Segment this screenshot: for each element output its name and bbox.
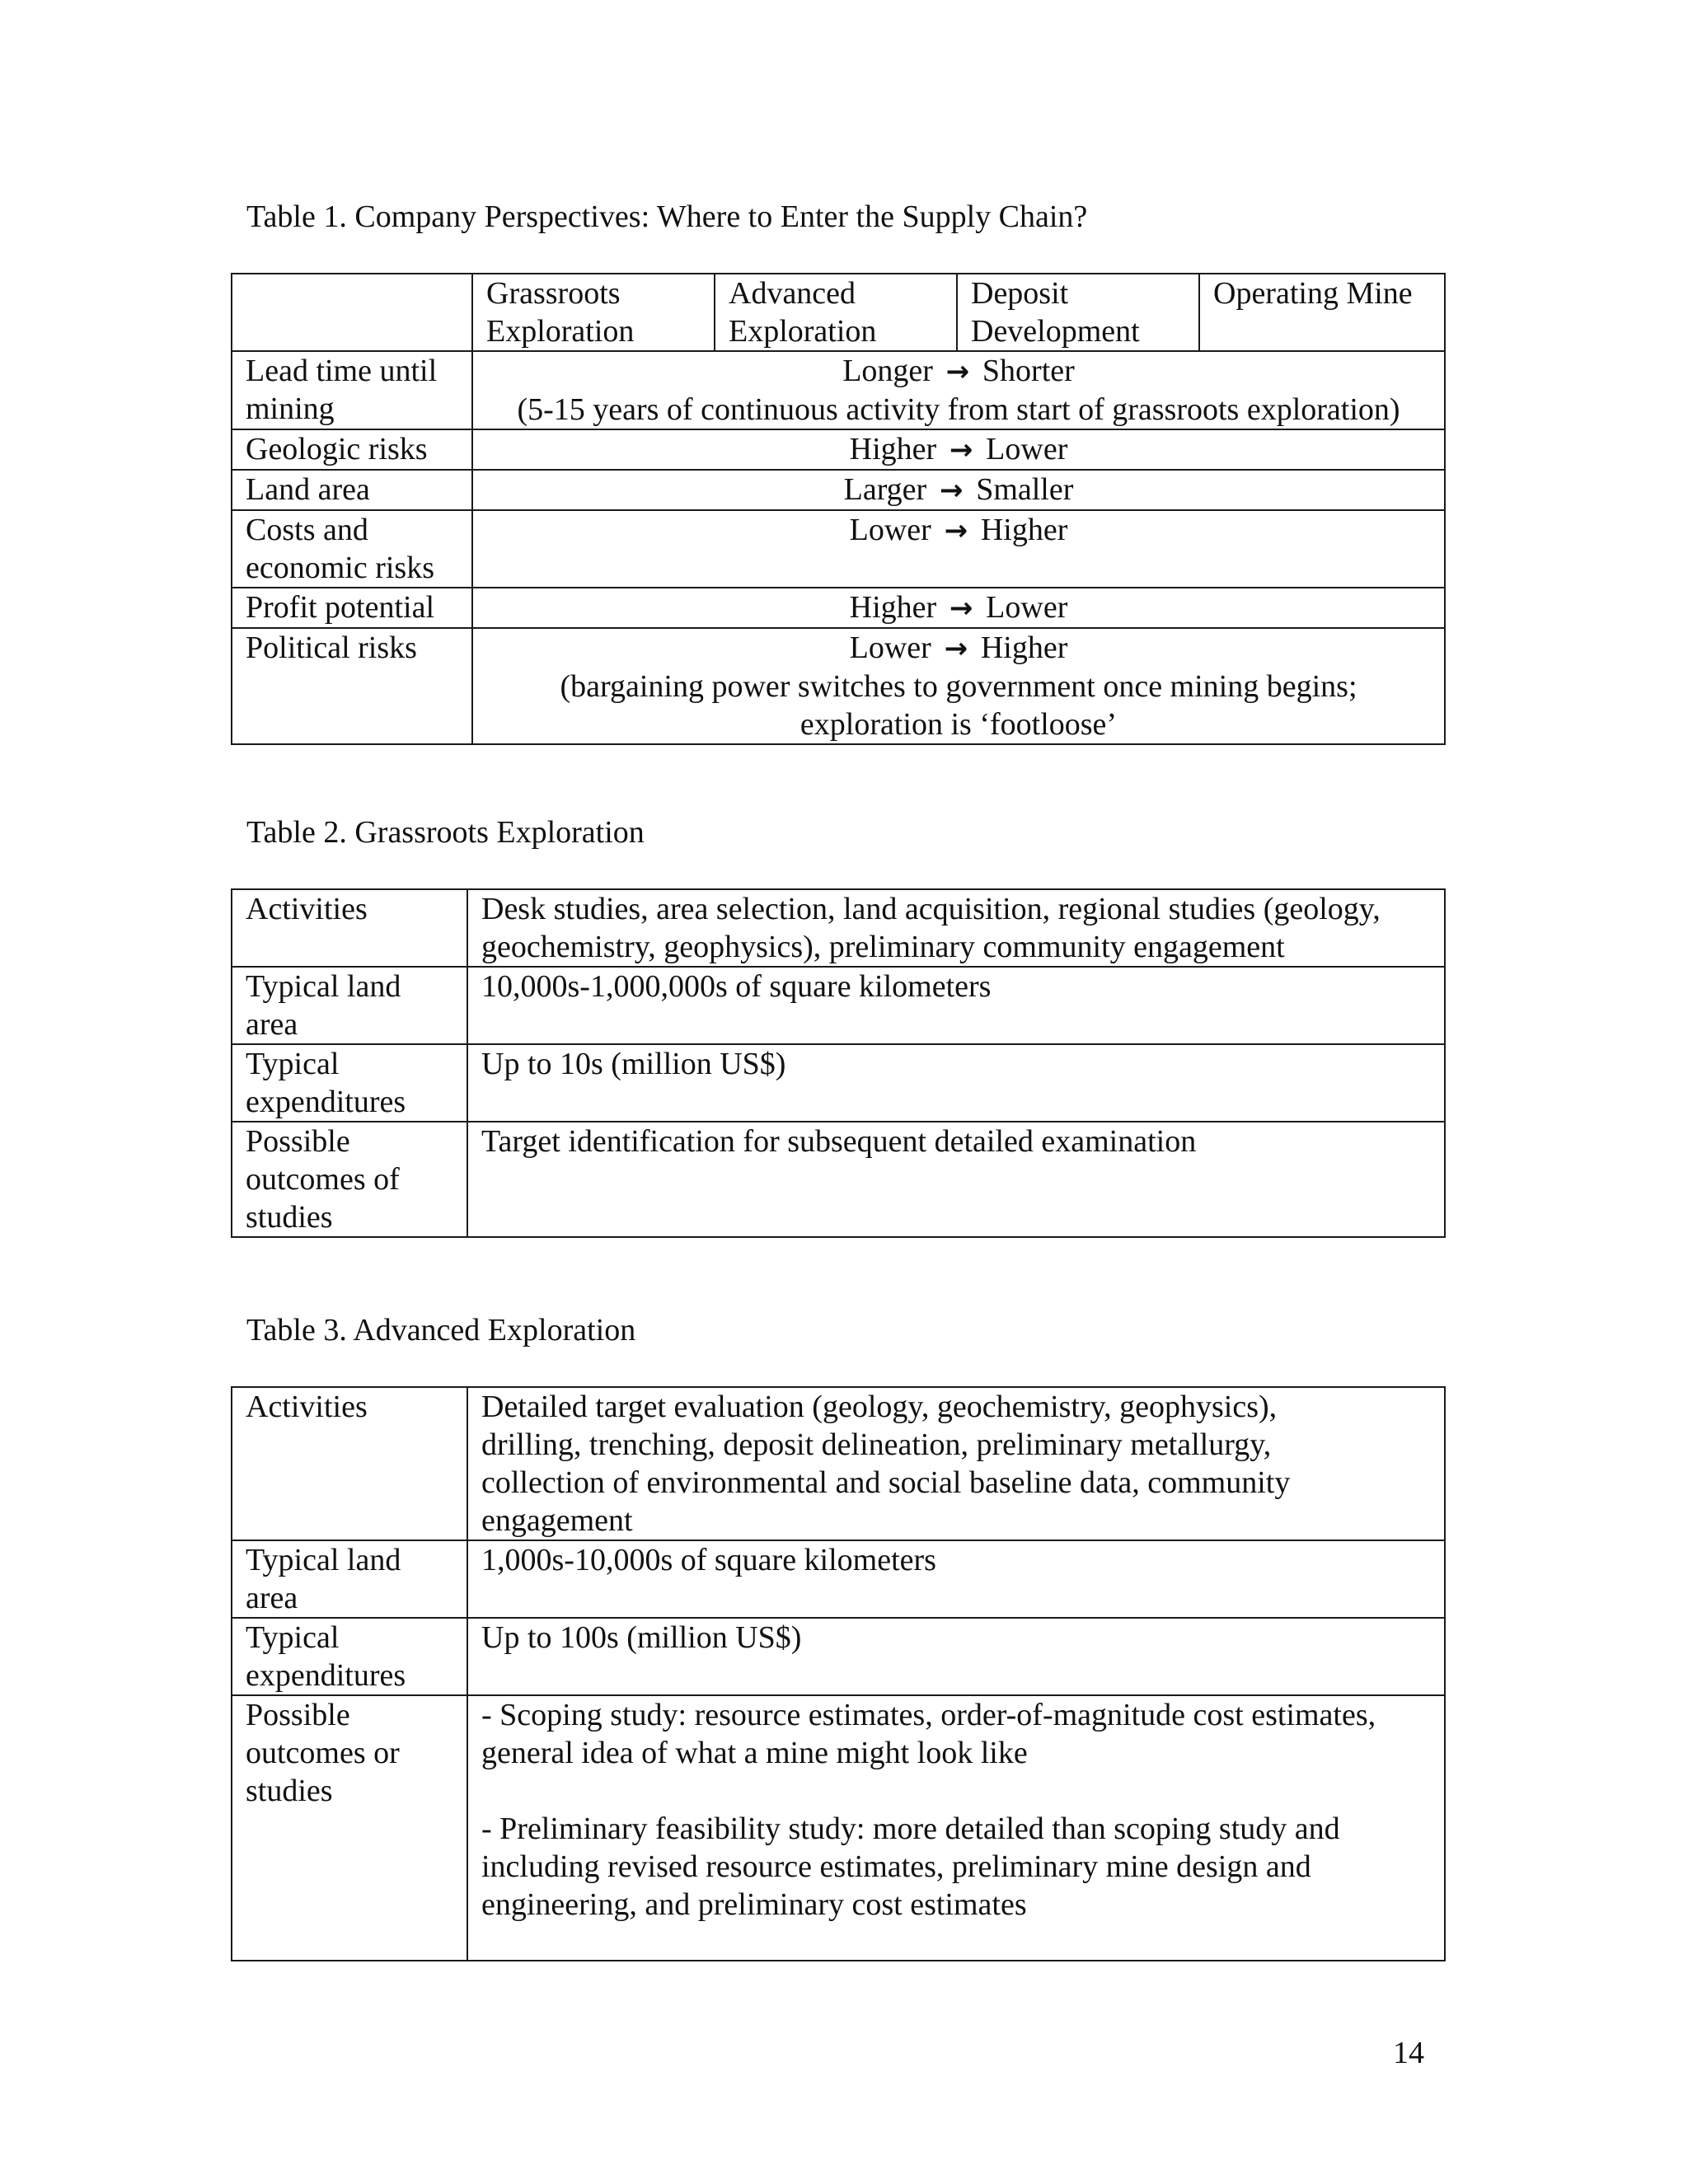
table1-row-trend: Lower → Higher [472, 510, 1445, 588]
table3-caption: Table 3. Advanced Exploration [246, 1313, 636, 1347]
table-row [232, 1387, 1445, 1540]
row-label: Possible outcomes of studies [232, 1122, 467, 1237]
table1-row-trend: Higher → Lower [472, 429, 1445, 470]
table1-row-label: Profit potential [232, 588, 472, 628]
table1-caption: Table 1. Company Perspectives: Where to Enter the Supply Chain? [246, 199, 1088, 234]
row-label: Typical land area [232, 967, 467, 1044]
row-value: 1,000s-10,000s of square kilometers [467, 1540, 1445, 1618]
table-row [232, 1618, 1445, 1695]
table1-corner-cell [232, 274, 472, 351]
page-number: 14 [1393, 2036, 1424, 2070]
row-label: Typical land area [232, 1540, 467, 1618]
table1-row-label: Geologic risks [232, 429, 472, 470]
table1-row-lead-time [232, 351, 1445, 429]
table-row [232, 1695, 1445, 1961]
row-value: Up to 100s (million US$) [467, 1618, 1445, 1695]
arrow-right-icon: → [949, 592, 973, 625]
arrow-right-icon: → [944, 514, 968, 547]
table1-row-label: Political risks [232, 628, 472, 744]
table1-row-label: Land area [232, 470, 472, 510]
table1-row-trend: Lower → Higher (bargaining power switches to government once mining begins; exploration is ‘footloose’ [472, 628, 1445, 744]
table3 [231, 1386, 1446, 1961]
row-value: 10,000s-1,000,000s of square kilometers [467, 967, 1445, 1044]
row-label: Activities [232, 1387, 467, 1540]
row-value: Desk studies, area selection, land acquisition, regional studies (geology, geochemistry, geophysics), preliminary community engagement [467, 889, 1445, 967]
table1 [231, 273, 1446, 745]
table1-header-advanced: Advanced Exploration [715, 274, 957, 351]
table1-row-geologic [232, 429, 1445, 470]
table-row [232, 889, 1445, 967]
table-row [232, 1540, 1445, 1618]
table1-row-costs [232, 510, 1445, 588]
table2 [231, 888, 1446, 1238]
row-label: Typical expenditures [232, 1618, 467, 1695]
arrow-right-icon: → [939, 474, 964, 507]
table-row [232, 967, 1445, 1044]
table1-header-deposit: Deposit Development [957, 274, 1199, 351]
table1-row-label: Lead time until mining [232, 351, 472, 429]
arrow-right-icon: → [944, 632, 968, 665]
table-row [232, 1122, 1445, 1237]
table2-caption: Table 2. Grassroots Exploration [246, 815, 645, 850]
arrow-right-icon: → [949, 434, 973, 466]
table1-row-political [232, 628, 1445, 744]
row-label: Typical expenditures [232, 1044, 467, 1122]
row-label: Activities [232, 889, 467, 967]
table1-header-operating: Operating Mine [1199, 274, 1445, 351]
table1-row-profit [232, 588, 1445, 628]
table1-row-trend: Longer → Shorter (5-15 years of continuous activity from start of grassroots exploration) [472, 351, 1445, 429]
row-value: Up to 10s (million US$) [467, 1044, 1445, 1122]
table1-row-trend: Higher → Lower [472, 588, 1445, 628]
row-value: Detailed target evaluation (geology, geochemistry, geophysics), drilling, trenching, deposit delineation, preliminary metallurgy, collection of environmental and social baseline data, community engagement [467, 1387, 1445, 1540]
row-value: - Scoping study: resource estimates, order-of-magnitude cost estimates, general idea of what a mine might look like - Preliminary feasibility study: more detailed than scoping study and including revised resource estimates, preliminary mine design and engineering, and preliminary cost estimates [467, 1695, 1445, 1961]
table1-header-grassroots: Grassroots Exploration [472, 274, 715, 351]
table1-row-label: Costs and economic risks [232, 510, 472, 588]
row-label: Possible outcomes or studies [232, 1695, 467, 1961]
table1-row-land-area [232, 470, 1445, 510]
arrow-right-icon: → [945, 355, 970, 388]
table1-row-trend: Larger → Smaller [472, 470, 1445, 510]
row-value: Target identification for subsequent detailed examination [467, 1122, 1445, 1237]
table-row [232, 1044, 1445, 1122]
table1-header-row [232, 274, 1445, 351]
